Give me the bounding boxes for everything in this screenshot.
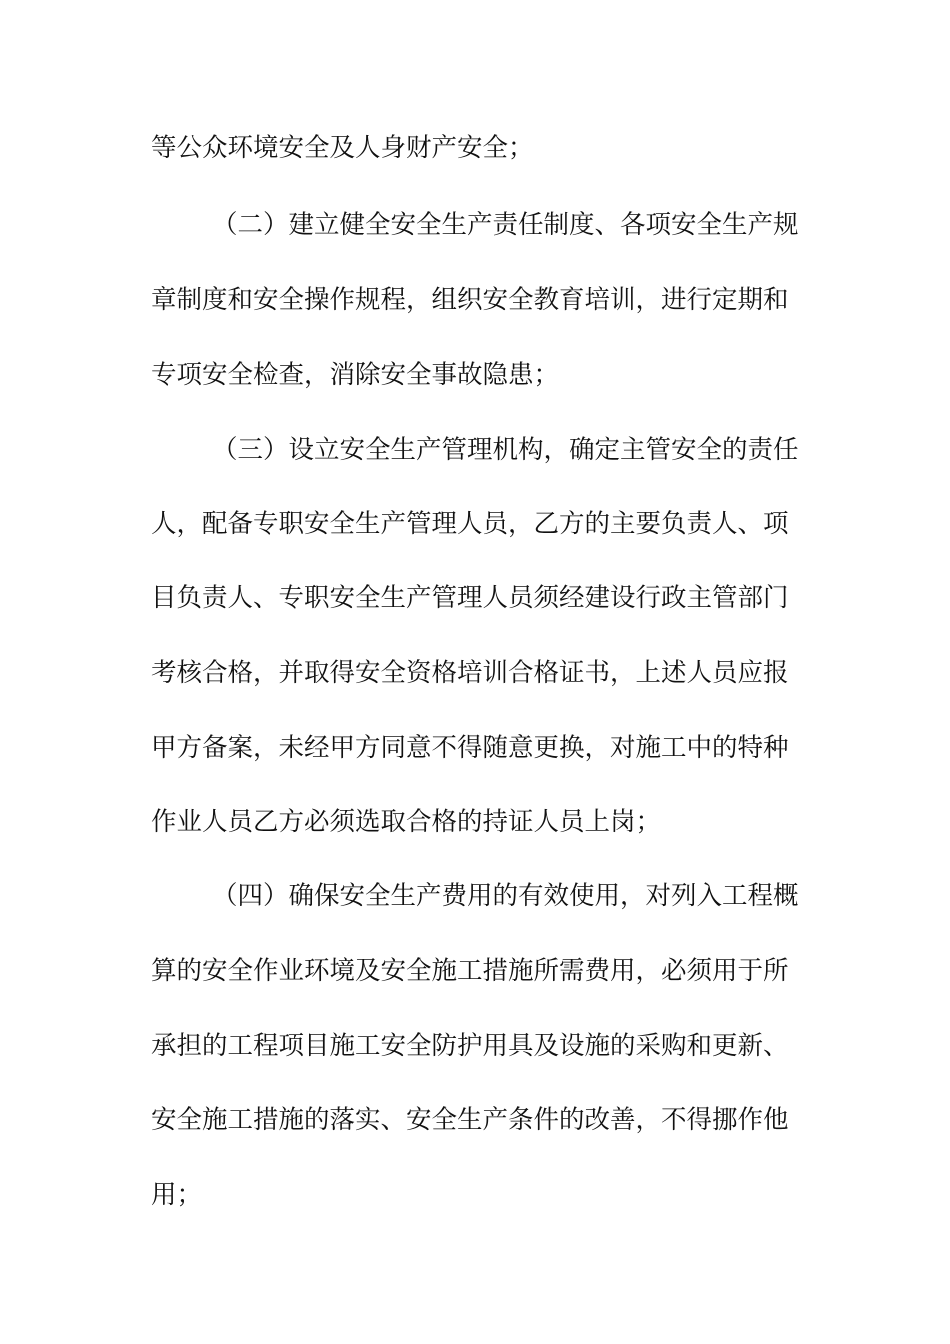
text-line: 目负责人、专职安全生产管理人员须经建设行政主管部门 (151, 583, 789, 613)
text-line: 甲方备案，未经甲方同意不得随意更换，对施工中的特种 (151, 733, 789, 763)
text-line: 考核合格，并取得安全资格培训合格证书，上述人员应报 (151, 658, 789, 688)
text-line: 算的安全作业环境及安全施工措施所需费用，必须用于所 (151, 956, 789, 986)
paragraph-4-start: （四）确保安全生产费用的有效使用，对列入工程概 (212, 881, 799, 911)
text-line: 承担的工程项目施工安全防护用具及设施的采购和更新、 (151, 1031, 789, 1061)
text-line: 人，配备专职安全生产管理人员，乙方的主要负责人、项 (151, 509, 789, 539)
text-line: 安全施工措施的落实、安全生产条件的改善，不得挪作他 (151, 1105, 789, 1135)
text-line: 专项安全检查，消除安全事故隐患； (151, 360, 560, 390)
paragraph-3-start: （三）设立安全生产管理机构，确定主管安全的责任 (212, 435, 799, 465)
text-line: 用； (151, 1180, 203, 1210)
paragraph-2-start: （二）建立健全安全生产责任制度、各项安全生产规 (212, 210, 799, 240)
text-line: 等公众环境安全及人身财产安全； (151, 133, 534, 163)
text-line: 章制度和安全操作规程，组织安全教育培训，进行定期和 (151, 285, 789, 315)
text-line: 作业人员乙方必须选取合格的持证人员上岗； (151, 807, 662, 837)
